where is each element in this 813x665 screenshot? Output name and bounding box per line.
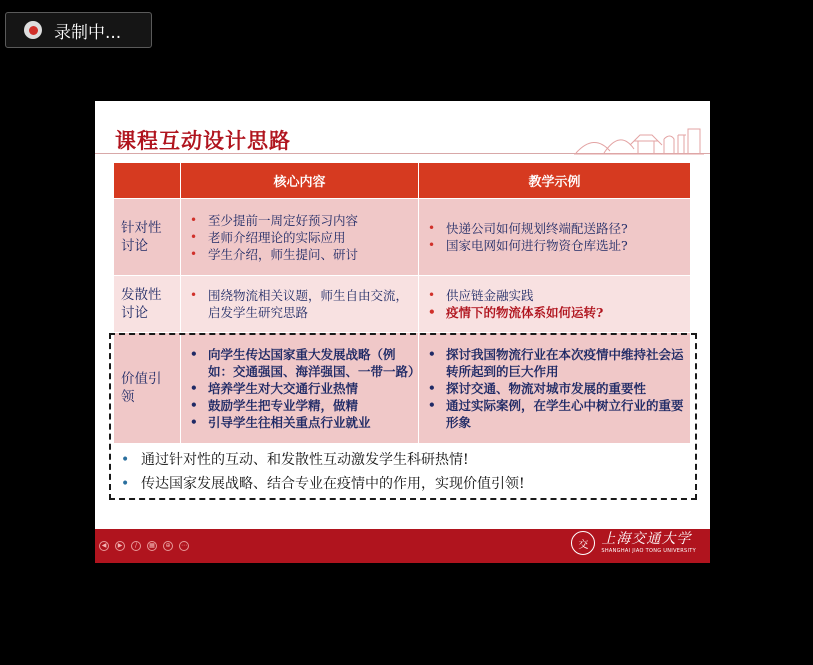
university-logo	[571, 531, 696, 555]
recording-status: 录制中...	[54, 22, 122, 43]
list-item: • 至少提前一周定好预习内容	[188, 212, 417, 229]
core-content-cell	[181, 199, 419, 276]
list-item-highlight: • 疫情下的物流体系如何运转?	[426, 304, 689, 321]
row-label: 针对性 讨论	[114, 199, 181, 276]
campus-skyline-icon	[574, 123, 704, 155]
example-cell	[419, 276, 691, 333]
recording-indicator[interactable]	[5, 12, 152, 48]
row-label: 价值引 领	[114, 333, 181, 444]
list-item: • 快递公司如何规划终端配送路径?	[426, 220, 689, 237]
slide-title: 课程互动设计思路	[115, 128, 291, 153]
example-cell	[419, 199, 691, 276]
header-teaching-example: 教学示例	[419, 163, 691, 199]
list-item: • 探讨交通、物流对城市发展的重要性	[426, 380, 689, 397]
next-slide-icon[interactable]: ▶	[115, 541, 125, 551]
list-item: • 向学生传达国家重大发展战略（例如：交通强国、海洋强国、一带一路）	[188, 346, 417, 380]
zoom-icon[interactable]: ⊕	[163, 541, 173, 551]
corner-header	[114, 163, 181, 199]
summary-item: • 通过针对性的互动、和发散性互动激发学生科研热情!	[117, 448, 525, 472]
list-item: • 通过实际案例，在学生心中树立行业的重要形象	[426, 397, 689, 431]
summary-list	[117, 448, 525, 496]
list-item: • 引导学生往相关重点行业就业	[188, 414, 417, 431]
slide-footer	[95, 529, 710, 563]
list-item: • 供应链金融实践	[426, 287, 689, 304]
table-row	[114, 199, 691, 276]
university-name-cn: 上海交通大学	[601, 531, 692, 547]
header-core-content: 核心内容	[181, 163, 419, 199]
more-options-icon[interactable]: ⋯	[181, 542, 187, 549]
list-item: • 国家电网如何进行物资仓库选址?	[426, 237, 689, 254]
list-item: • 围绕物流相关议题，师生自由交流，启发学生研究思路	[188, 287, 417, 321]
list-item: • 老师介绍理论的实际应用	[188, 229, 417, 246]
list-item: • 探讨我国物流行业在本次疫情中维持社会运转所起到的巨大作用	[426, 346, 689, 380]
list-item: • 鼓励学生把专业学精，做精	[188, 397, 417, 414]
slides-grid-icon[interactable]: ▦	[147, 541, 157, 551]
row-label: 发散性 讨论	[114, 276, 181, 333]
summary-item: • 传达国家发展战略、结合专业在疫情中的作用，实现价值引领!	[117, 472, 525, 496]
university-seal-icon: 交	[571, 531, 595, 555]
university-name-en: SHANGHAI JIAO TONG UNIVERSITY	[601, 548, 696, 554]
list-item: • 培养学生对大交通行业热情	[188, 380, 417, 397]
pen-icon[interactable]: /	[131, 541, 141, 551]
presentation-slide	[95, 101, 710, 563]
record-icon	[24, 21, 42, 39]
core-content-cell	[181, 276, 419, 333]
table-row	[114, 276, 691, 333]
list-item: • 学生介绍，师生提问、研讨	[188, 246, 417, 263]
prev-slide-icon[interactable]: ◀	[99, 541, 109, 551]
